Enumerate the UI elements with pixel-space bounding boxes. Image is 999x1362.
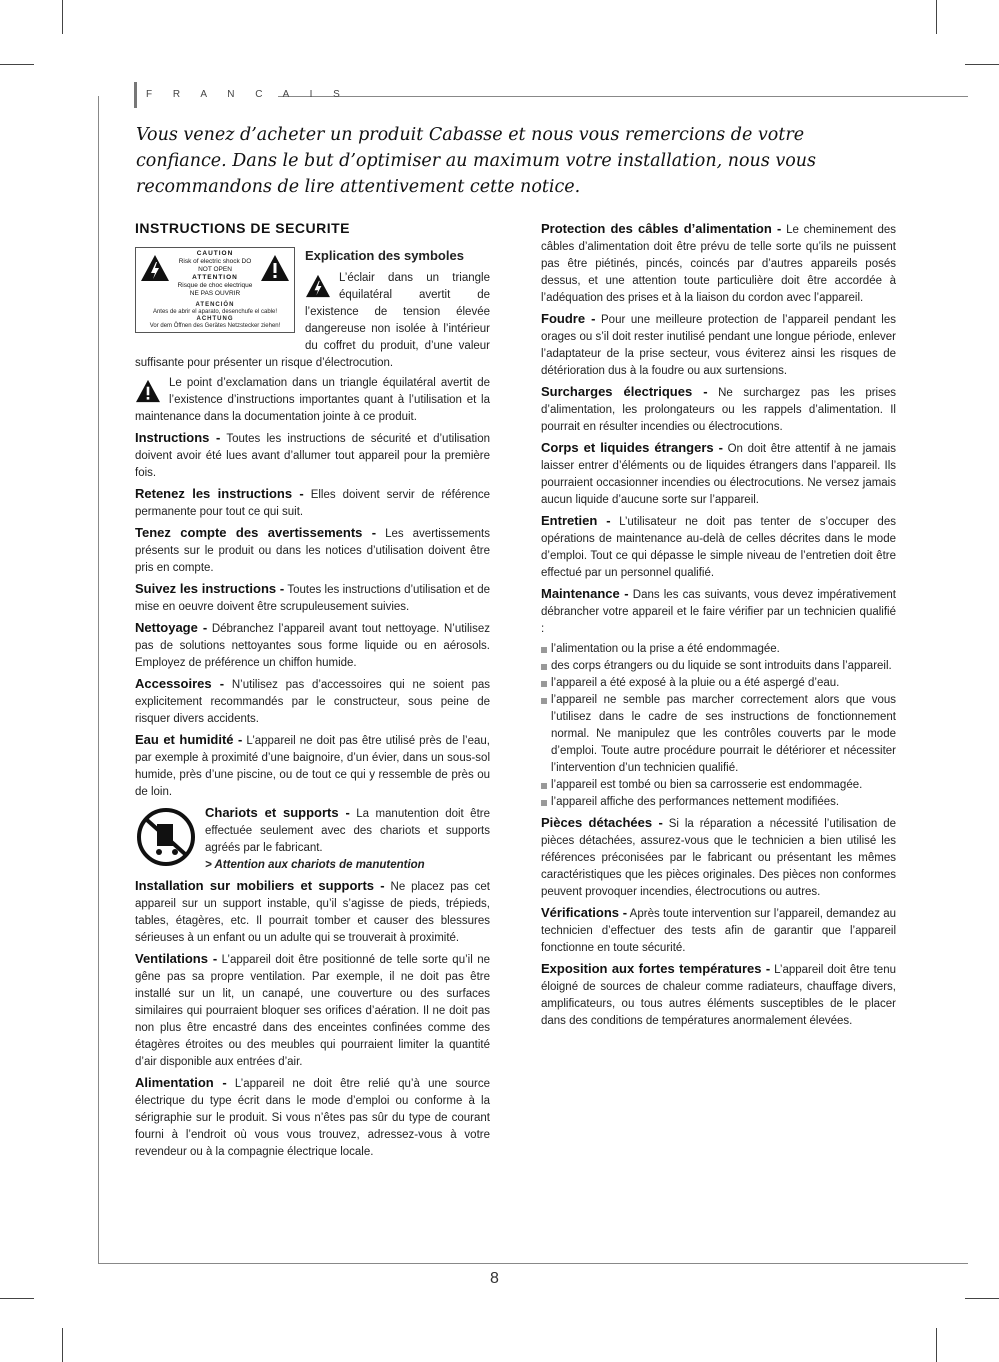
exclamation-warning-icon — [260, 254, 290, 282]
exclamation-text: Le point d’exclamation dans un triangle équilatéral avertit de l’existence d’instructions importantes quant à l’utilisation et la maintenance dans la documentation jointe à ce produit. — [135, 377, 490, 423]
item-title: Nettoyage - — [135, 620, 208, 635]
section-heading: INSTRUCTIONS DE SECURITE — [135, 220, 351, 236]
item-maintenance — [541, 585, 896, 638]
symbols-title: Explication des symboles — [305, 248, 464, 263]
lightning-text: L’éclair dans un triangle équilatéral avertit de l’existence de tension élevée dangereuse non isolée à l’intérieur du coffret du produit, d’une valeur suffisante pour présenter un risque d’électrocution. — [135, 272, 490, 369]
item-text: Ne placez pas cet appareil sur un support instable, qu’il s’agisse de pieds, trépieds, tables, étagères, etc. Il pourrait tomber et causer des blessures sérieuses à un enfant ou un adulte qui se trouverait à proximité. — [135, 881, 490, 944]
item-entretien — [541, 512, 896, 582]
item-text: Dans les cas suivants, vous devez impérativement débrancher votre appareil et le faire vérifier par un technicien qualifié : — [541, 589, 896, 635]
item-nettoyage — [135, 619, 490, 672]
item-title: Maintenance - — [541, 586, 629, 601]
crop-mark — [62, 0, 63, 34]
item-surcharges — [541, 383, 896, 436]
lightning-icon — [305, 274, 331, 298]
item-protection-cables — [541, 220, 896, 307]
cart-warning-icon — [135, 808, 197, 866]
item-text: Le cheminement des câbles d’alimentation doit être prévu de telle sorte qu’ils ne puissent pas être piétinés, pincés, coincés par d’autres appareils posés dessus, et une attention toute particulière doit être accordée à l’adéquation des prises et à la liaison du cordon avec l’appareil. — [541, 224, 896, 304]
list-item: l’alimentation ou la prise a été endommagée. — [541, 641, 896, 658]
item-retenez — [135, 485, 490, 521]
maintenance-list — [541, 641, 896, 811]
crop-mark — [62, 1328, 63, 1362]
exclamation-paragraph — [135, 375, 490, 426]
item-text: Les avertissements présents sur le produit ou dans les notices d’utilisation doivent être pris en compte. — [135, 528, 490, 574]
item-text: Si la réparation a nécessité l’utilisation de pièces détachées, assurez-vous que le technicien a bien utilisé les références préconisées par le fabricant ou présentant les mêmes caractéristiques que les pièces originales. Des pièces non conformes peuvent provoquer incendies, électrocutions ou autres. — [541, 818, 896, 898]
label-achtung-text: Vor dem Öffnen des Gerätes Netzstecker ziehen! — [149, 323, 281, 329]
label-caution-text: Risk of electric shock DO NOT OPEN — [178, 258, 252, 273]
exclamation-icon — [135, 379, 161, 403]
crop-mark — [0, 1298, 34, 1299]
item-avertissements — [135, 524, 490, 577]
item-title: Surcharges électriques - — [541, 384, 708, 399]
item-title: Instructions - — [135, 430, 221, 445]
label-attention: ATTENTION — [192, 274, 238, 281]
left-column — [135, 220, 490, 1164]
item-chariots — [135, 804, 490, 874]
item-title: Vérifications - — [541, 905, 628, 920]
item-text: La manutention doit être effectuée seulement avec des chariots et supports agréés par le fabricant. — [205, 808, 490, 854]
label-atencion: ATENCIÓN — [195, 302, 235, 308]
item-title: Exposition aux fortes températures - — [541, 961, 771, 976]
item-text: Toutes les instructions de sécurité et d’utilisation doivent avoir été lues avant d’allumer tout appareil pour la première fois. — [135, 433, 490, 479]
right-column — [541, 220, 896, 1033]
item-text: N’utilisez pas d’accessoires qui ne soient pas explicitement recommandés par le constructeur, sous peine de risquer divers accidents. — [135, 679, 491, 725]
item-text: Après toute intervention sur l’appareil, demandez au technicien d’effectuer des tests afin de garantir que l’appareil fonctionne en toute sécurité. — [541, 908, 897, 954]
item-ventilations — [135, 950, 490, 1071]
item-pieces — [541, 814, 896, 901]
crop-mark — [965, 64, 999, 65]
item-title: Pièces détachées - — [541, 815, 663, 830]
item-title: Accessoires - — [135, 676, 225, 691]
item-title: Foudre - — [541, 311, 596, 326]
item-text: On doit être attentif à ne jamais laisser entrer d’éléments ou de liquides étrangers dans l’appareil. Ils pourraient occasionner incendies ou électrocutions. Ne versez jamais aucun liquide d’aucune sorte sur l’appareil. — [541, 443, 896, 506]
chariots-note: > Attention aux chariots de manutention — [205, 859, 425, 871]
item-text: L’appareil doit être positionné de telle sorte qu’il ne gêne pas sa propre ventilation. Par exemple, il ne doit pas être installé sur un lit, un canapé, une couverture ou des surfaces similaires qui pourraient bloquer ses orifices d’aération. Il ne doit pas non plus être encastré dans des enceintes confinées comme des étagères étroites ou des meubles qui pourraient limiter la quantité d’air disponible aux entrées d’air. — [135, 954, 490, 1068]
item-title: Installation sur mobiliers et supports - — [135, 878, 385, 893]
item-text: Ne surchargez pas les prises d’alimentation, les prolongateurs ou les rappels d’alimentation. Il pourrait en résulter incendies ou électrocutions. — [541, 387, 897, 433]
safety-label — [135, 247, 295, 333]
crop-mark — [0, 64, 34, 65]
label-achtung: ACHTUNG — [196, 316, 234, 322]
label-caution: CAUTION — [196, 250, 234, 257]
intro-text: Vous venez d’acheter un produit Cabasse et nous vous remercions de votre confiance. Dans le but d’optimiser au maximum votre installation, nous vous recommandons de lire attentivement cette notice. — [136, 125, 817, 197]
language-label: F R A N C A I S — [146, 89, 349, 100]
crop-mark — [965, 1298, 999, 1299]
item-corps-etrangers — [541, 439, 896, 509]
item-title: Ventilations - — [135, 951, 218, 966]
item-alimentation — [135, 1074, 490, 1161]
item-exposition — [541, 960, 896, 1030]
item-foudre — [541, 310, 896, 380]
list-item: l’appareil affiche des performances nettement modifiées. — [541, 794, 896, 811]
item-text: L’appareil ne doit être relié qu’à une source électrique du type écrit dans le mode d’emploi ou conforme à la sérigraphie sur le produit. Si vous n’êtes pas sûr du type de courant fourni à l’endroit où vous vous trouvez, adressez-vous à votre revendeur ou à la compagnie électrique locale. — [135, 1078, 490, 1158]
frame-bottom-rule — [98, 1263, 968, 1264]
item-text: Débranchez l’appareil avant tout nettoyage. N’utilisez pas de solutions nettoyantes sous forme liquide ou en aérosols. Employez de préférence un chiffon humide. — [135, 623, 490, 669]
lightning-warning-icon — [140, 254, 170, 282]
item-accessoires — [135, 675, 490, 728]
item-title: Retenez les instructions - — [135, 486, 304, 501]
list-item: l’appareil a été exposé à la pluie ou a été aspergé d’eau. — [541, 675, 896, 692]
item-title: Protection des câbles d’alimentation - — [541, 221, 782, 236]
item-title: Alimentation - — [135, 1075, 227, 1090]
item-title: Eau et humidité - — [135, 732, 243, 747]
item-suivez — [135, 580, 490, 616]
crop-mark — [936, 1328, 937, 1362]
crop-mark — [936, 0, 937, 34]
item-instructions — [135, 429, 490, 482]
label-text — [176, 250, 254, 298]
item-verifications — [541, 904, 896, 957]
item-text: Pour une meilleure protection de l’appareil pendant les orages ou s’il doit rester inutilisé pendant une longue période, enlever l’adaptateur de la prise secteur, vous éviterez ainsi les risques de détérioration dus à la foudre ou aux surtensions. — [541, 314, 896, 377]
frame-top-rule — [278, 96, 968, 97]
list-item: des corps étrangers ou du liquide se sont introduits dans l’appareil. — [541, 658, 896, 675]
label-bottom-text — [138, 302, 292, 330]
item-text: L’appareil ne doit pas être utilisé près de l’eau, par exemple à proximité d’une baignoire, d’un évier, dans un sous-sol humide, près d’une piscine, ou de tout ce qui y ressemble de près ou de loin. — [135, 735, 490, 798]
item-eau — [135, 731, 490, 801]
item-title: Chariots et supports - — [205, 805, 350, 820]
item-title: Tenez compte des avertissements - — [135, 525, 377, 540]
item-text: Elles doivent servir de référence permanente pour tout ce qui suit. — [135, 489, 490, 518]
item-text: L’appareil doit être tenu éloigné de sources de chaleur comme radiateurs, chauffage divers, amplificateurs, ou tous autres éléments susceptibles de le placer dans des conditions de températures anormalement élevées. — [541, 964, 896, 1027]
label-atencion-text: Antes de abrir el aparato, desenchufe el cable! — [152, 309, 278, 315]
language-marker — [134, 82, 137, 108]
list-item: l’appareil est tombé ou bien sa carrosserie est endommagée. — [541, 777, 896, 794]
label-attention-text: Risque de choc electrique NE PAS OUVRIR — [177, 282, 253, 297]
item-text: L’utilisateur ne doit pas tenter de s’occuper des opérations de maintenance au-delà de celles décrites dans le mode d’emploi. Tout ce qui dépasse le simple niveau de l’entretien doit être effectué par un personnel qualifié. — [541, 516, 896, 579]
item-title: Entretien - — [541, 513, 611, 528]
item-installation — [135, 877, 490, 947]
item-title: Corps et liquides étrangers - — [541, 440, 723, 455]
frame-left-rule — [98, 96, 99, 1263]
page-number: 8 — [490, 1270, 499, 1287]
item-text: Toutes les instructions d’utilisation et de mise en oeuvre doivent être scrupuleusement suivies. — [135, 584, 490, 613]
list-item: l’appareil ne semble pas marcher correctement alors que vous l’utilisez dans le cadre de ses instructions de fonctionnement normal. Ne manipulez que les contrôles couverts par le mode d’emploi. Toute autre procédure pourrait le détériorer et nécessiter l’intervention d’un technicien qualifié. — [541, 692, 896, 777]
item-title: Suivez les instructions - — [135, 581, 285, 596]
